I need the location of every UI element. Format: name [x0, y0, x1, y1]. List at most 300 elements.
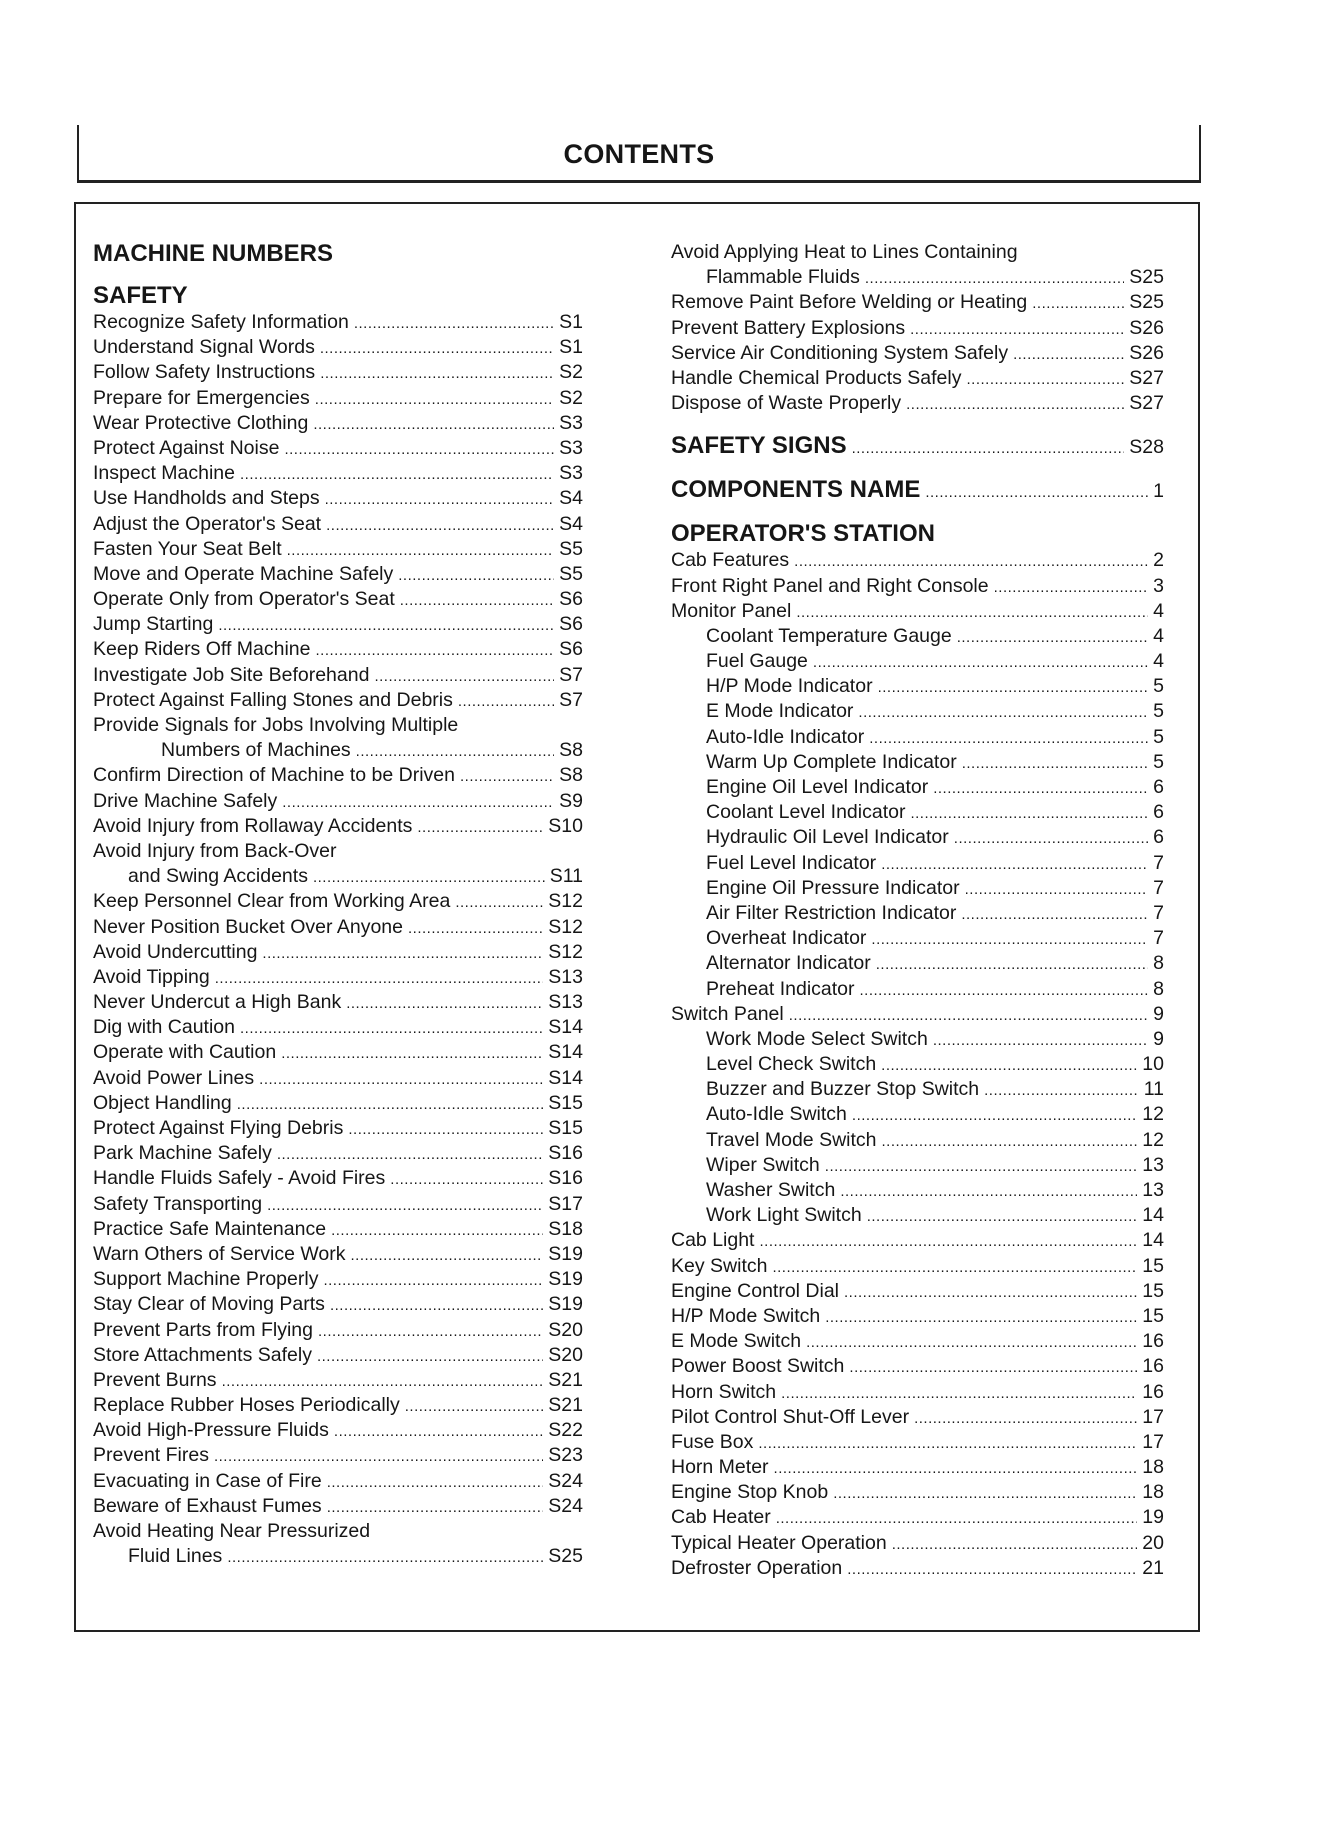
toc-entry[interactable]: [93, 612, 583, 637]
contents-header: [77, 125, 1201, 183]
toc-entry[interactable]: [93, 864, 583, 889]
toc-entry-title: Inspect Machine: [93, 462, 235, 485]
toc-entry-page: 16: [1142, 1330, 1164, 1353]
toc-entry-page: S15: [548, 1117, 583, 1139]
toc-entry[interactable]: [671, 1228, 1164, 1253]
toc-entry-title: Safety Transporting: [93, 1192, 263, 1215]
toc-entry-title: Wear Protective Clothing: [93, 411, 309, 434]
toc-entry[interactable]: [671, 341, 1164, 366]
dot-leader: [287, 537, 555, 563]
toc-entry[interactable]: [93, 1166, 583, 1191]
dot-leader: [881, 851, 1148, 877]
toc-entry[interactable]: [671, 1354, 1164, 1379]
toc-entry-title: Warn Others of Service Work: [93, 1242, 346, 1265]
toc-entry-title: Prevent Parts from Flying: [93, 1318, 313, 1341]
toc-entry-page: 5: [1153, 675, 1164, 698]
toc-entry[interactable]: [671, 825, 1164, 850]
dot-leader: [350, 1242, 543, 1268]
toc-entry-title: Move and Operate Machine Safely: [93, 562, 394, 585]
toc-entry-title: Fuse Box: [671, 1430, 754, 1453]
toc-entry-page: S21: [548, 1394, 583, 1417]
toc-entry-page: 5: [1153, 700, 1164, 723]
toc-entry-title: Fasten Your Seat Belt: [93, 537, 282, 560]
toc-entry[interactable]: [93, 1494, 583, 1519]
toc-entry[interactable]: [93, 1040, 583, 1065]
toc-entry[interactable]: [93, 1015, 583, 1040]
toc-entry-page: S24: [548, 1494, 583, 1517]
toc-entry[interactable]: [671, 1052, 1164, 1077]
toc-entry-title: Overheat Indicator: [706, 927, 867, 950]
toc-entry-page: 17: [1142, 1430, 1164, 1453]
dot-leader: [417, 814, 543, 840]
toc-entry-page: S5: [559, 562, 583, 585]
toc-entry[interactable]: [93, 688, 583, 713]
toc-entry[interactable]: [671, 674, 1164, 699]
toc-entry-title: Cab Heater: [671, 1506, 771, 1529]
toc-entry-title: Jump Starting: [93, 613, 214, 636]
toc-entry[interactable]: [93, 1318, 583, 1343]
dot-leader: [933, 775, 1148, 801]
toc-entry-title: Protect Against Flying Debris: [93, 1117, 344, 1139]
section-components-name-page: 1: [1153, 480, 1164, 503]
dot-leader: [878, 674, 1149, 700]
toc-entry-page: S12: [548, 915, 583, 938]
toc-entry-page: 6: [1153, 826, 1164, 849]
toc-entry-title: Protect Against Noise: [93, 436, 280, 459]
toc-entry[interactable]: [93, 310, 583, 335]
dot-leader: [794, 548, 1148, 574]
toc-entry-page: S4: [559, 512, 583, 535]
toc-entry-page: 12: [1142, 1128, 1164, 1151]
toc-entry-title: Handle Chemical Products Safely: [671, 366, 962, 389]
toc-entry-page: 4: [1153, 599, 1164, 622]
toc-entry[interactable]: [671, 1279, 1164, 1304]
toc-entry[interactable]: [671, 1077, 1164, 1102]
toc-entry[interactable]: [671, 725, 1164, 750]
toc-entry[interactable]: [671, 1430, 1164, 1455]
toc-entry-page: S15: [548, 1091, 583, 1114]
toc-entry-page: 5: [1153, 750, 1164, 773]
toc-entry-title: E Mode Indicator: [706, 700, 854, 723]
toc-entry[interactable]: [93, 1066, 583, 1091]
dot-leader: [215, 965, 544, 991]
toc-entry[interactable]: [93, 1544, 583, 1569]
toc-entry-title: Avoid Undercutting: [93, 940, 258, 963]
toc-entry-title: Fluid Lines: [128, 1545, 223, 1568]
toc-entry[interactable]: [93, 814, 583, 839]
toc-entry[interactable]: [671, 1455, 1164, 1480]
dot-leader: [796, 599, 1148, 625]
toc-entry-page: S16: [548, 1167, 583, 1190]
toc-entry[interactable]: [93, 1192, 583, 1217]
toc-entry[interactable]: [93, 1343, 583, 1368]
toc-entry-title: Work Light Switch: [706, 1204, 862, 1227]
toc-entry-page: S26: [1129, 341, 1164, 364]
section-safety-signs[interactable]: [671, 432, 1164, 460]
toc-entry-title: Fuel Level Indicator: [706, 851, 877, 874]
toc-entry[interactable]: [93, 1292, 583, 1317]
toc-entry-page: S2: [559, 361, 583, 384]
toc-entry-title: H/P Mode Indicator: [706, 675, 873, 698]
toc-entry[interactable]: [93, 386, 583, 411]
dot-leader: [962, 750, 1148, 776]
toc-entry[interactable]: [671, 1531, 1164, 1556]
toc-entry[interactable]: [671, 1480, 1164, 1505]
left-column: [93, 240, 583, 1569]
safety-entry-list: [93, 310, 583, 1569]
toc-entry-page: S8: [559, 739, 583, 762]
toc-entry[interactable]: [671, 1254, 1164, 1279]
dot-leader: [825, 1153, 1138, 1179]
toc-entry[interactable]: [93, 940, 583, 965]
toc-entry[interactable]: [671, 876, 1164, 901]
dot-leader: [933, 1027, 1148, 1053]
toc-entry[interactable]: [671, 1102, 1164, 1127]
toc-entry[interactable]: [93, 1393, 583, 1418]
toc-entry[interactable]: [93, 1418, 583, 1443]
toc-entry[interactable]: [93, 562, 583, 587]
toc-entry-page: 7: [1153, 876, 1164, 899]
toc-entry[interactable]: [93, 1469, 583, 1494]
section-safety: SAFETY: [93, 282, 188, 309]
page-title: CONTENTS: [563, 139, 715, 169]
toc-entry-title: Avoid High-Pressure Fluids: [93, 1419, 329, 1442]
dot-leader: [781, 1380, 1137, 1406]
toc-entry-title: Keep Riders Off Machine: [93, 638, 311, 661]
toc-entry-page: S13: [548, 991, 583, 1014]
dot-leader: [325, 486, 555, 512]
dot-leader: [844, 1279, 1137, 1305]
dot-leader: [218, 612, 554, 638]
toc-entry-page: 5: [1153, 725, 1164, 748]
dot-leader: [327, 1494, 544, 1520]
toc-entry[interactable]: [671, 548, 1164, 573]
dot-leader: [374, 663, 554, 689]
toc-entry-title: Support Machine Properly: [93, 1268, 319, 1291]
dot-leader: [315, 386, 554, 412]
toc-entry[interactable]: [671, 1128, 1164, 1153]
toc-entry[interactable]: [671, 699, 1164, 724]
toc-entry[interactable]: [671, 977, 1164, 1002]
toc-entry[interactable]: [93, 461, 583, 486]
dot-leader: [759, 1228, 1137, 1254]
toc-entry-page: S7: [559, 663, 583, 686]
dot-leader: [284, 436, 554, 462]
dot-leader: [806, 1329, 1137, 1355]
toc-entry[interactable]: [671, 926, 1164, 951]
toc-entry-title: Preheat Indicator: [706, 977, 855, 1000]
toc-entry-page: 9: [1153, 1027, 1164, 1050]
toc-entry-title: Object Handling: [93, 1091, 232, 1114]
toc-entry[interactable]: [671, 851, 1164, 876]
toc-entry-title: Dispose of Waste Properly: [671, 392, 902, 415]
toc-entry-title: Recognize Safety Information: [93, 311, 349, 333]
toc-entry[interactable]: [93, 411, 583, 436]
toc-entry-page: 18: [1142, 1456, 1164, 1479]
toc-entry[interactable]: [671, 1505, 1164, 1530]
toc-entry-title: Engine Stop Knob: [671, 1481, 829, 1504]
section-operators-station: OPERATOR'S STATION: [671, 520, 935, 548]
toc-entry-page: 17: [1142, 1405, 1164, 1428]
dot-leader: [405, 1393, 544, 1419]
toc-entry[interactable]: [93, 436, 583, 461]
toc-entry-title: Evacuating in Case of Fire: [93, 1469, 322, 1492]
dot-leader: [914, 1405, 1137, 1431]
toc-entry-page: 9: [1153, 1002, 1164, 1025]
toc-entry[interactable]: [93, 763, 583, 788]
toc-entry-page: S19: [548, 1293, 583, 1316]
dot-leader: [400, 587, 554, 613]
dot-leader: [840, 1178, 1137, 1204]
dot-leader: [320, 360, 554, 386]
toc-entry-title: Service Air Conditioning System Safely: [671, 341, 1009, 364]
dot-leader: [348, 1116, 543, 1142]
toc-entry-title: H/P Mode Switch: [671, 1304, 821, 1327]
toc-entry[interactable]: [93, 1267, 583, 1292]
toc-entry-title: Avoid Tipping: [93, 965, 210, 988]
toc-entry-title: Drive Machine Safely: [93, 789, 278, 812]
toc-entry[interactable]: [93, 1091, 583, 1116]
toc-entry-page: S14: [548, 1016, 583, 1039]
toc-entry-page: S3: [559, 411, 583, 434]
toc-entry-page: S3: [559, 436, 583, 459]
toc-entry-title: Stay Clear of Moving Parts: [93, 1293, 325, 1316]
toc-entry[interactable]: [93, 1141, 583, 1166]
toc-entry-page: S26: [1129, 316, 1164, 339]
toc-entry-title: Avoid Injury from Rollaway Accidents: [93, 814, 413, 837]
toc-entry[interactable]: [671, 1304, 1164, 1329]
toc-entry-title: Auto-Idle Indicator: [706, 725, 865, 748]
dot-leader: [954, 825, 1148, 851]
dot-leader: [881, 1052, 1137, 1078]
toc-entry[interactable]: [93, 637, 583, 662]
toc-entry-page: S12: [548, 940, 583, 963]
toc-entry-page: 6: [1153, 801, 1164, 824]
section-components-name-title: COMPONENTS NAME: [671, 476, 921, 504]
toc-entry[interactable]: [93, 965, 583, 990]
toc-entry[interactable]: [671, 800, 1164, 825]
toc-entry[interactable]: [93, 1368, 583, 1393]
toc-entry[interactable]: [671, 290, 1164, 315]
toc-entry-title: Follow Safety Instructions: [93, 361, 316, 384]
toc-entry-page: S14: [548, 1041, 583, 1064]
toc-entry-title: Travel Mode Switch: [706, 1128, 877, 1151]
toc-entry-title: Power Boost Switch: [671, 1355, 845, 1378]
toc-entry[interactable]: [93, 1116, 583, 1141]
toc-entry-page: S22: [548, 1419, 583, 1442]
toc-entry[interactable]: [93, 360, 583, 385]
toc-entry-title: Operate with Caution: [93, 1041, 277, 1064]
toc-entry-title: Key Switch: [671, 1254, 768, 1277]
toc-entry-title: Coolant Level Indicator: [706, 801, 906, 824]
toc-entry-page: S19: [548, 1268, 583, 1291]
section-components-name[interactable]: [671, 476, 1164, 504]
dot-leader: [240, 461, 554, 487]
toc-entry[interactable]: [671, 649, 1164, 674]
toc-entry[interactable]: [93, 1443, 583, 1468]
toc-entry[interactable]: [671, 1153, 1164, 1178]
toc-entry[interactable]: [671, 599, 1164, 624]
toc-entry-title: Prepare for Emergencies: [93, 386, 310, 409]
toc-entry-title: Horn Switch: [671, 1380, 777, 1403]
toc-entry[interactable]: [671, 1002, 1164, 1027]
dot-leader: [867, 1203, 1138, 1229]
toc-entry[interactable]: [671, 624, 1164, 649]
toc-entry-title: Operate Only from Operator's Seat: [93, 588, 395, 611]
toc-entry-title: Never Position Bucket Over Anyone: [93, 915, 403, 938]
toc-entry-page: S6: [559, 588, 583, 611]
toc-entry[interactable]: [93, 789, 583, 814]
toc-entry-title: Horn Meter: [671, 1456, 769, 1479]
toc-entry[interactable]: [671, 775, 1164, 800]
dot-leader: [966, 366, 1124, 392]
toc-entry-page: 7: [1153, 927, 1164, 950]
toc-entry-title: Use Handholds and Steps: [93, 487, 320, 510]
toc-entry-title: Level Check Switch: [706, 1053, 877, 1076]
toc-entry-page: S27: [1129, 366, 1164, 389]
toc-entry-title: Buzzer and Buzzer Stop Switch: [706, 1078, 980, 1101]
dot-leader: [214, 1443, 543, 1469]
toc-entry-page: 13: [1142, 1153, 1164, 1176]
toc-entry-page: S25: [1129, 291, 1164, 314]
dot-leader: [282, 789, 554, 815]
toc-entry-page: S20: [548, 1343, 583, 1366]
toc-entry-title: Auto-Idle Switch: [706, 1103, 847, 1126]
dot-leader: [320, 335, 554, 361]
toc-entry-line: Avoid Heating Near Pressurized: [93, 1520, 371, 1542]
toc-entry-title: Replace Rubber Hoses Periodically: [93, 1394, 400, 1417]
toc-entry-page: 18: [1142, 1481, 1164, 1504]
dot-leader: [460, 763, 554, 789]
toc-entry[interactable]: [671, 1203, 1164, 1228]
toc-entry[interactable]: [93, 512, 583, 537]
dot-leader: [813, 649, 1148, 675]
dot-leader: [356, 738, 554, 764]
toc-entry-page: 4: [1153, 624, 1164, 647]
toc-entry[interactable]: [671, 1178, 1164, 1203]
toc-entry-page: S16: [548, 1142, 583, 1165]
toc-entry-title: Defroster Operation: [671, 1556, 843, 1579]
toc-entry-title: Store Attachments Safely: [93, 1343, 312, 1366]
toc-entry-page: S21: [548, 1368, 583, 1391]
toc-entry[interactable]: [671, 901, 1164, 926]
toc-entry-page: S1: [559, 311, 583, 333]
toc-entry[interactable]: [93, 738, 583, 763]
toc-entry-page: S8: [559, 764, 583, 787]
toc-entry-page: 21: [1142, 1556, 1164, 1579]
toc-entry[interactable]: [93, 335, 583, 360]
toc-entry[interactable]: [93, 663, 583, 688]
toc-entry-title: Numbers of Machines: [161, 739, 351, 762]
toc-entry-page: 8: [1153, 977, 1164, 1000]
toc-entry-title: Front Right Panel and Right Console: [671, 574, 989, 597]
toc-entry-page: 10: [1142, 1053, 1164, 1076]
toc-entry[interactable]: [93, 915, 583, 940]
toc-entry-page: 2: [1153, 549, 1164, 572]
dot-leader: [984, 1077, 1139, 1103]
toc-entry-title: Wiper Switch: [706, 1153, 820, 1176]
toc-entry[interactable]: [671, 391, 1164, 416]
toc-entry[interactable]: [93, 486, 583, 511]
dot-leader: [316, 637, 555, 663]
toc-entry-title: Prevent Burns: [93, 1368, 217, 1391]
toc-entry-title: Washer Switch: [706, 1179, 836, 1201]
toc-entry-title: Cab Light: [671, 1229, 755, 1252]
toc-entry-page: S4: [559, 487, 583, 510]
toc-entry-title: Understand Signal Words: [93, 336, 315, 359]
dot-leader: [869, 725, 1148, 751]
toc-entry-title: Beware of Exhaust Fumes: [93, 1494, 322, 1517]
toc-entry-page: 13: [1142, 1179, 1164, 1201]
dot-leader: [865, 265, 1124, 291]
dot-leader: [313, 411, 554, 437]
dot-leader: [313, 864, 545, 890]
dot-leader: [833, 1480, 1137, 1506]
toc-entry-page: 6: [1153, 776, 1164, 798]
toc-entry-page: S20: [548, 1318, 583, 1341]
toc-entry[interactable]: [93, 990, 583, 1015]
toc-entry[interactable]: [671, 750, 1164, 775]
toc-entry[interactable]: [671, 1380, 1164, 1405]
dot-leader: [227, 1544, 543, 1570]
toc-entry-title: Investigate Job Site Beforehand: [93, 663, 370, 686]
dot-leader: [860, 977, 1149, 1003]
toc-entry-page: 15: [1142, 1304, 1164, 1327]
toc-entry-page: S11: [549, 865, 583, 888]
toc-entry[interactable]: [671, 1027, 1164, 1052]
toc-entry-title: Adjust the Operator's Seat: [93, 512, 322, 535]
toc-entry[interactable]: [671, 316, 1164, 341]
toc-entry-page: S19: [548, 1242, 583, 1265]
toc-entry-page: S17: [548, 1192, 583, 1215]
toc-entry[interactable]: [671, 1329, 1164, 1354]
toc-entry-title: Prevent Fires: [93, 1444, 209, 1467]
toc-entry[interactable]: [671, 1405, 1164, 1430]
dot-leader: [1013, 341, 1124, 367]
toc-entry[interactable]: [93, 1217, 583, 1242]
toc-entry-title: Engine Oil Pressure Indicator: [706, 876, 960, 899]
toc-entry[interactable]: [671, 951, 1164, 976]
toc-entry-title: Hydraulic Oil Level Indicator: [706, 826, 949, 849]
dot-leader: [327, 1469, 544, 1495]
dot-leader: [323, 1267, 543, 1293]
toc-entry[interactable]: [671, 366, 1164, 391]
toc-entry-page: 11: [1143, 1078, 1164, 1101]
toc-entry[interactable]: [671, 265, 1164, 290]
toc-entry[interactable]: [93, 587, 583, 612]
toc-entry-page: S9: [559, 789, 583, 812]
toc-entry[interactable]: [93, 1242, 583, 1267]
toc-entry[interactable]: [671, 574, 1164, 599]
toc-entry-title: Air Filter Restriction Indicator: [706, 901, 957, 924]
dot-leader: [240, 1015, 543, 1041]
dot-leader: [398, 562, 554, 588]
toc-entry-title: Practice Safe Maintenance: [93, 1217, 327, 1240]
dot-leader: [758, 1430, 1137, 1456]
toc-entry-page: 8: [1153, 952, 1164, 975]
toc-entry-title: Handle Fluids Safely - Avoid Fires: [93, 1167, 386, 1190]
toc-entry[interactable]: [93, 889, 583, 914]
toc-entry[interactable]: [671, 1556, 1164, 1581]
toc-entry-page: 7: [1153, 901, 1164, 924]
toc-entry-title: Work Mode Select Switch: [706, 1027, 928, 1050]
toc-entry-page: 14: [1142, 1204, 1164, 1227]
toc-entry-page: S18: [548, 1217, 583, 1240]
toc-entry-page: 3: [1153, 574, 1164, 597]
section-machine-numbers: MACHINE NUMBERS: [93, 240, 333, 267]
dot-leader: [331, 1217, 543, 1243]
toc-entry[interactable]: [93, 537, 583, 562]
